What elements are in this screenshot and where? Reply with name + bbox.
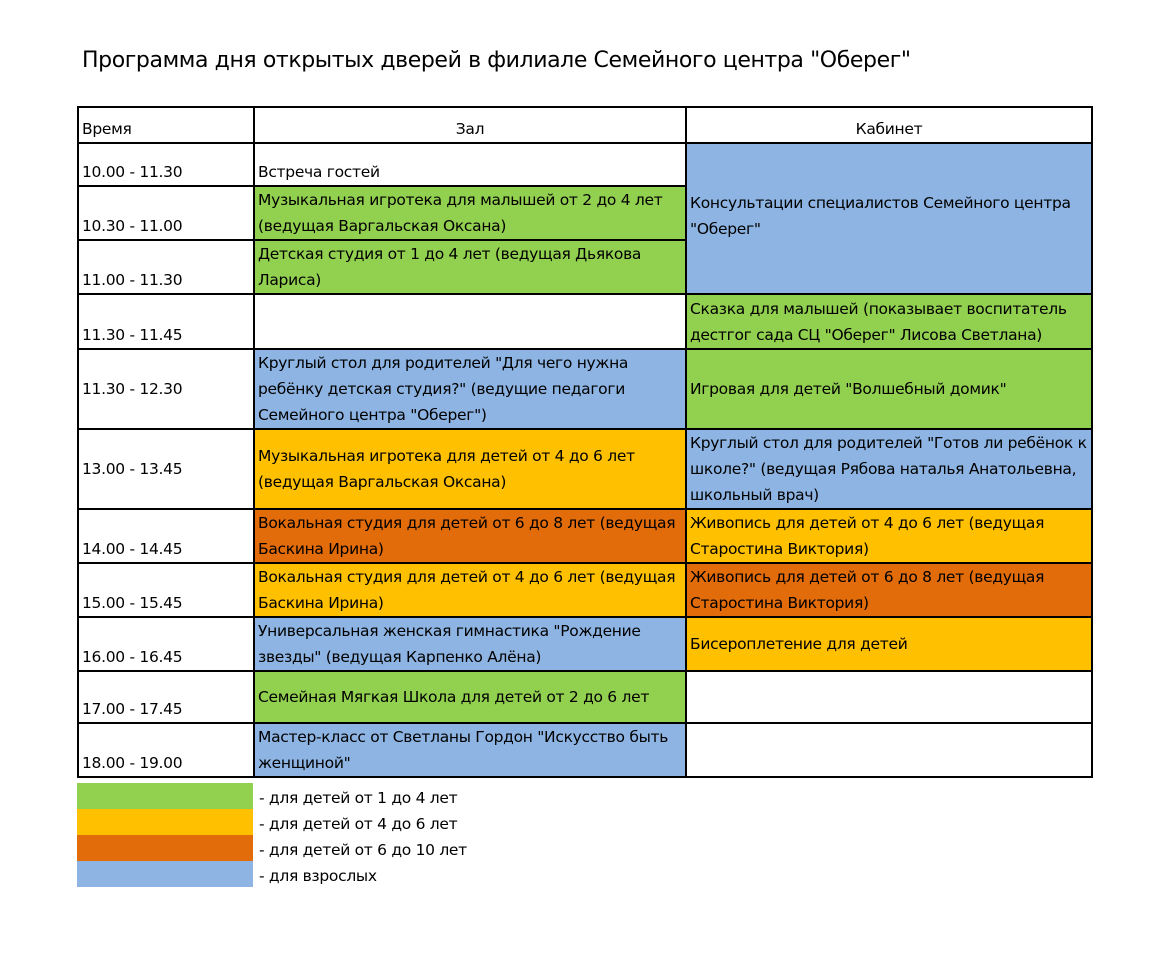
- time-cell: 18.00 - 19.00: [78, 723, 254, 777]
- hall-cell: Мастер-класс от Светланы Гордон "Искусство быть женщиной": [254, 723, 686, 777]
- hall-cell: Круглый стол для родителей "Для чего нужна ребёнку детская студия?" (ведущие педагоги Семейного центра "Оберег"): [254, 349, 686, 429]
- cabinet-cell: [686, 671, 1092, 723]
- header-time: Время: [78, 107, 254, 143]
- cabinet-cell: Круглый стол для родителей "Готов ли ребёнок к школе?" (ведущая Рябова наталья Анатольевна, школьный врач): [686, 429, 1092, 509]
- legend-label: - для детей от 4 до 6 лет: [259, 815, 458, 833]
- hall-cell: [254, 294, 686, 349]
- table-row: [78, 509, 1092, 563]
- legend-swatch-blue: [77, 861, 253, 887]
- legend-swatch-orange: [77, 835, 253, 861]
- page-title: Программа дня открытых дверей в филиале Семейного центра "Оберег": [82, 48, 911, 73]
- table-row: [78, 671, 1092, 723]
- schedule-table: [77, 106, 1093, 778]
- hall-cell: Вокальная студия для детей от 4 до 6 лет (ведущая Баскина Ирина): [254, 563, 686, 617]
- hall-cell: Вокальная студия для детей от 6 до 8 лет (ведущая Баскина Ирина): [254, 509, 686, 563]
- hall-cell: Музыкальная игротека для малышей от 2 до 4 лет (ведущая Варгальская Оксана): [254, 186, 686, 240]
- legend-label: - для взрослых: [259, 867, 377, 885]
- table-row: [78, 429, 1092, 509]
- cabinet-cell: Бисероплетение для детей: [686, 617, 1092, 671]
- cabinet-cell: Игровая для детей "Волшебный домик": [686, 349, 1092, 429]
- cabinet-cell: Сказка для малышей (показывает воспитатель дестгог сада СЦ "Оберег" Лисова Светлана): [686, 294, 1092, 349]
- cabinet-merged-cell: Консультации специалистов Семейного центра "Оберег": [686, 143, 1092, 294]
- time-cell: 15.00 - 15.45: [78, 563, 254, 617]
- table-header-row: [78, 107, 1092, 143]
- table-row: [78, 723, 1092, 777]
- table-row: [78, 294, 1092, 349]
- time-cell: 17.00 - 17.45: [78, 671, 254, 723]
- legend-swatch-yellow: [77, 809, 253, 835]
- cabinet-cell: [686, 723, 1092, 777]
- time-cell: 10.30 - 11.00: [78, 186, 254, 240]
- header-cabinet: Кабинет: [686, 107, 1092, 143]
- time-cell: 14.00 - 14.45: [78, 509, 254, 563]
- hall-cell: Встреча гостей: [254, 143, 686, 186]
- time-cell: 13.00 - 13.45: [78, 429, 254, 509]
- cabinet-cell: Живопись для детей от 6 до 8 лет (ведущая Старостина Виктория): [686, 563, 1092, 617]
- legend-label: - для детей от 1 до 4 лет: [259, 789, 458, 807]
- hall-cell: Музыкальная игротека для детей от 4 до 6 лет (ведущая Варгальская Оксана): [254, 429, 686, 509]
- cabinet-cell: Живопись для детей от 4 до 6 лет (ведущая Старостина Виктория): [686, 509, 1092, 563]
- time-cell: 11.30 - 11.45: [78, 294, 254, 349]
- hall-cell: Универсальная женская гимнастика "Рождение звезды" (ведущая Карпенко Алёна): [254, 617, 686, 671]
- hall-cell: Детская студия от 1 до 4 лет (ведущая Дьякова Лариса): [254, 240, 686, 294]
- table-row: [78, 143, 1092, 186]
- header-hall: Зал: [254, 107, 686, 143]
- hall-cell: Семейная Мягкая Школа для детей от 2 до 6 лет: [254, 671, 686, 723]
- legend-label: - для детей от 6 до 10 лет: [259, 841, 467, 859]
- table-row: [78, 617, 1092, 671]
- time-cell: 16.00 - 16.45: [78, 617, 254, 671]
- time-cell: 11.00 - 11.30: [78, 240, 254, 294]
- legend-swatch-green: [77, 783, 253, 809]
- time-cell: 11.30 - 12.30: [78, 349, 254, 429]
- table-row: [78, 563, 1092, 617]
- table-row: [78, 349, 1092, 429]
- time-cell: 10.00 - 11.30: [78, 143, 254, 186]
